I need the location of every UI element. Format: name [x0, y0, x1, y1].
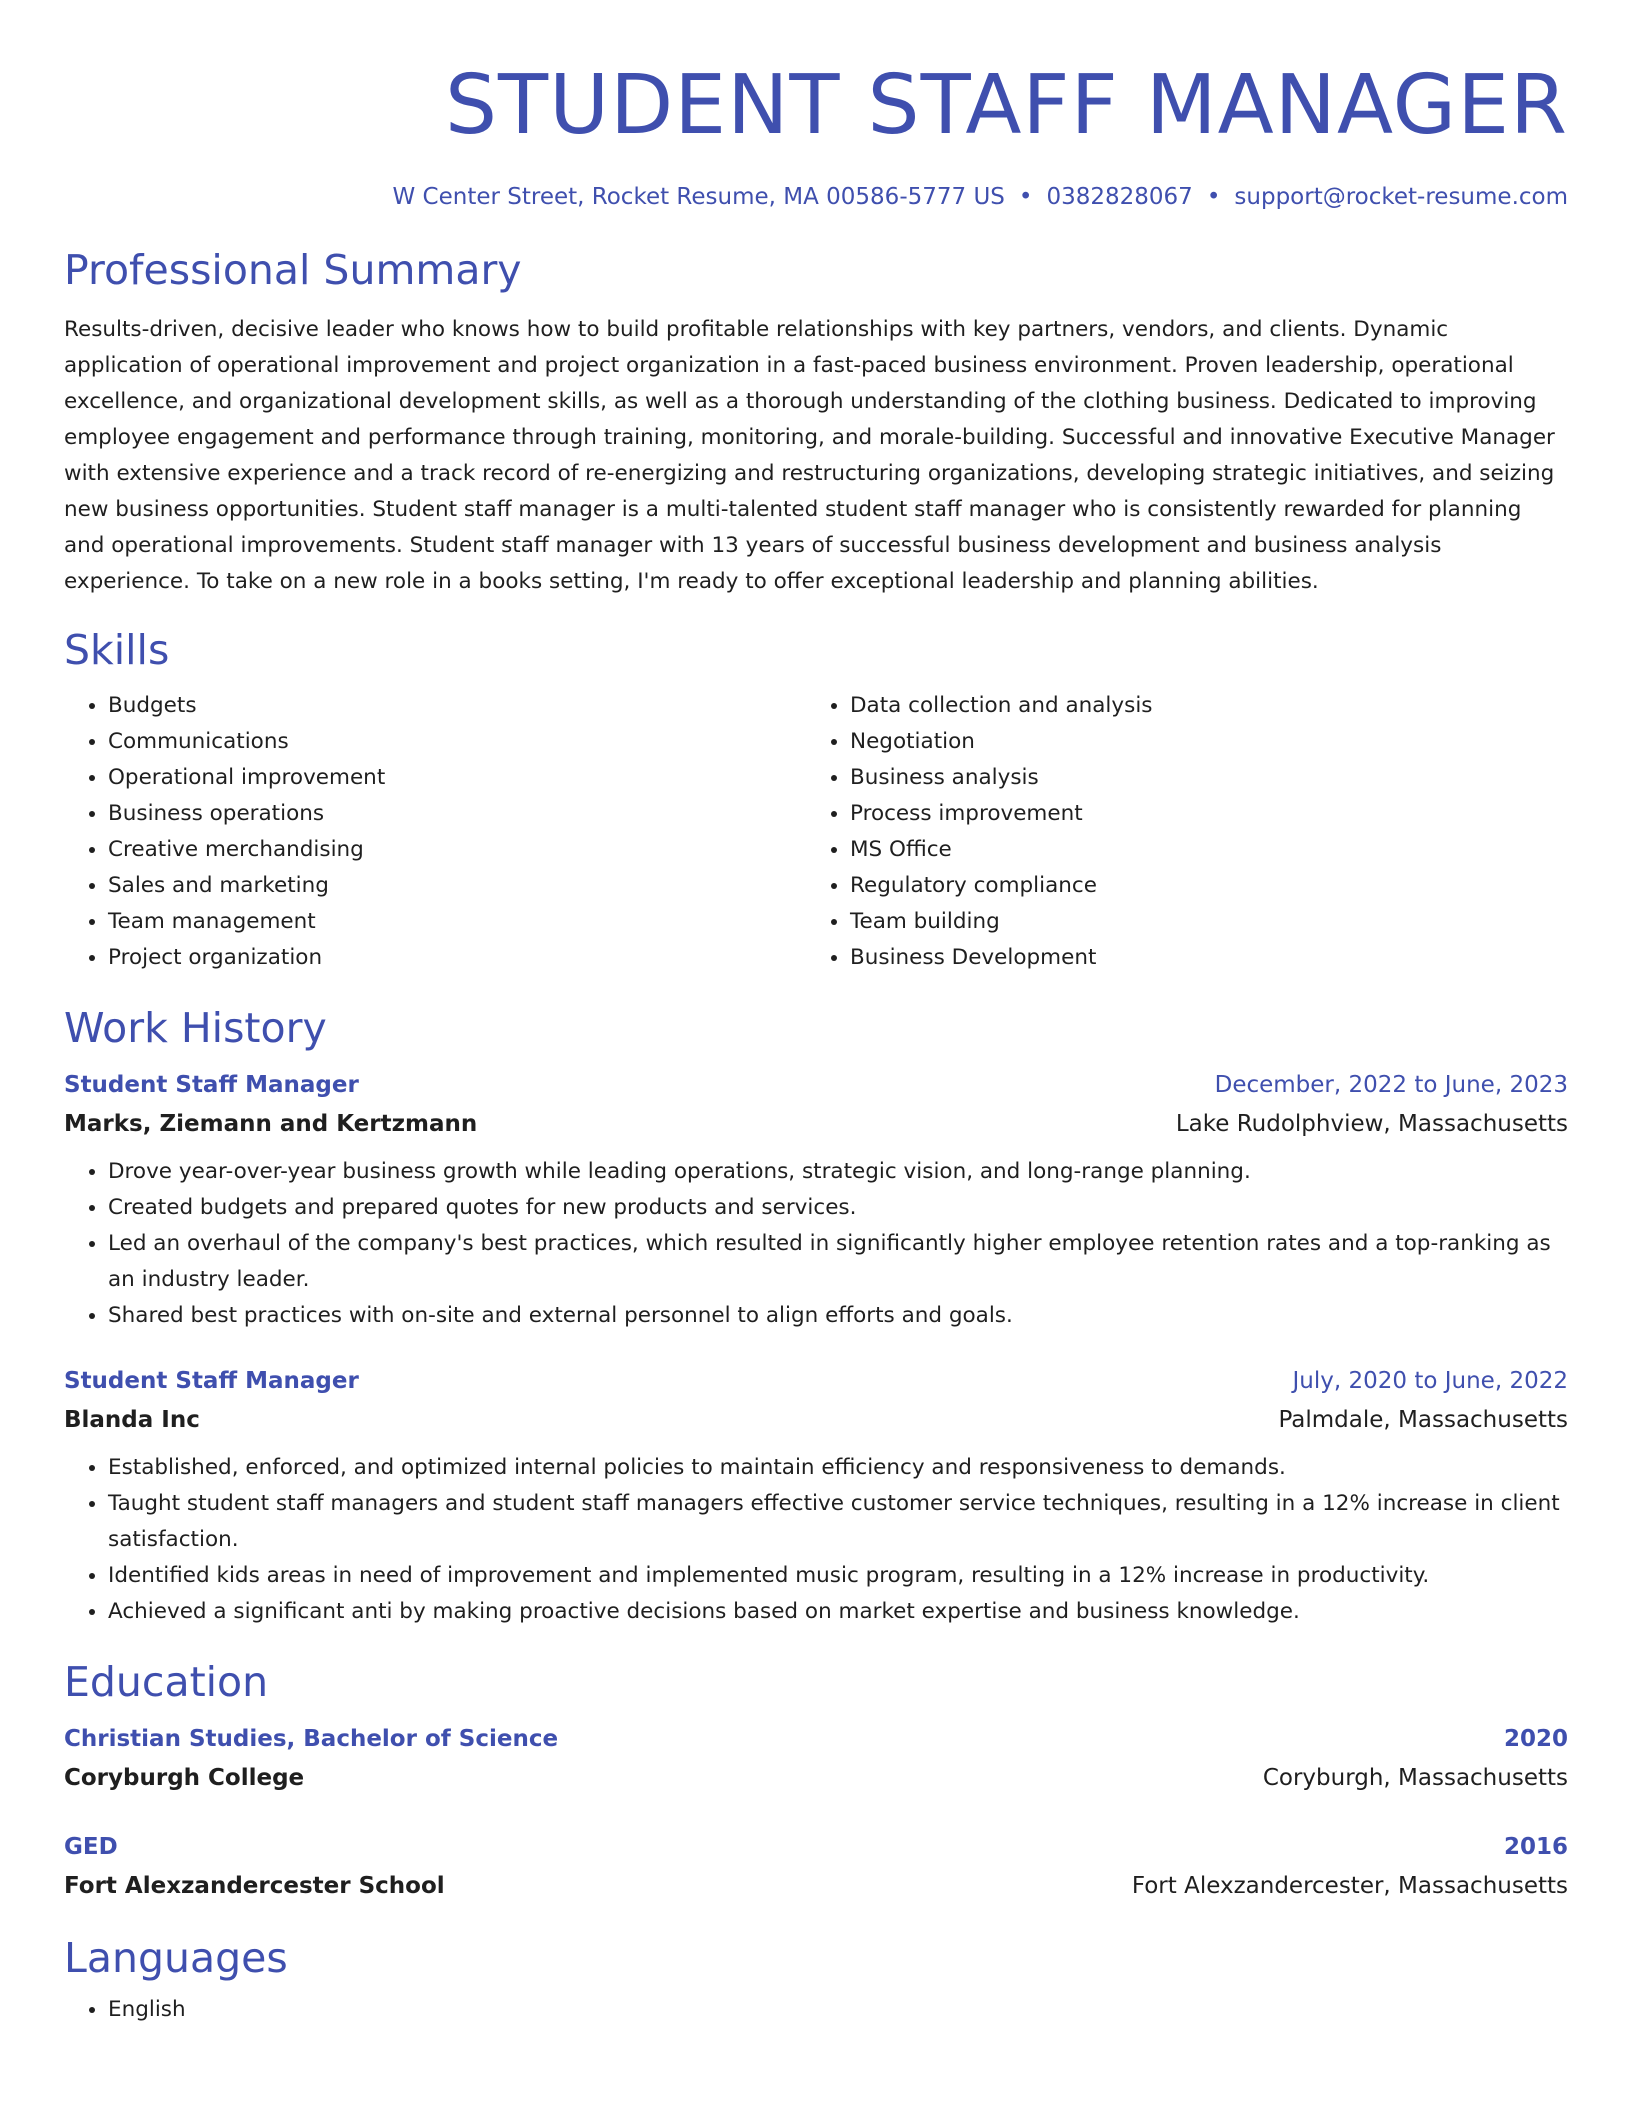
education-year: 2016: [1503, 1834, 1568, 1860]
language-item: • English: [108, 1992, 1568, 2028]
job-entry: [64, 1066, 1568, 1334]
skill-item: • Team building: [850, 904, 1548, 940]
skill-item: • Creative merchandising: [108, 832, 806, 868]
job-location: Palmdale, Massachusetts: [1278, 1407, 1568, 1433]
job-bullet: • Drove year-over-year business growth while leading operations, strategic vision, and long-range planning.: [108, 1154, 1568, 1190]
education-location: Coryburgh, Massachusetts: [1262, 1765, 1568, 1791]
job-entry: [64, 1362, 1568, 1630]
contact-address: W Center Street, Rocket Resume, MA 00586-5777 US: [392, 184, 1005, 210]
skill-item: • Sales and marketing: [108, 868, 806, 904]
job-company: Marks, Ziemann and Kertzmann: [64, 1111, 478, 1137]
job-bullet: • Established, enforced, and optimized internal policies to maintain efficiency and responsiveness to demands.: [108, 1450, 1568, 1486]
education-school-row: [64, 1866, 1568, 1906]
languages-section: [64, 1932, 1568, 2028]
education-header-row: [64, 1828, 1568, 1866]
job-title: Student Staff Manager: [64, 1368, 359, 1394]
job-bullet: • Shared best practices with on-site and external personnel to align efforts and goals.: [108, 1298, 1568, 1334]
education-header-row: [64, 1720, 1568, 1758]
skills-section: [64, 624, 1568, 976]
job-bullet: • Achieved a significant anti by making proactive decisions based on market expertise and business knowledge.: [108, 1594, 1568, 1630]
skills-list-left: [64, 688, 806, 976]
work-section: [64, 1002, 1568, 1630]
skill-item: • Negotiation: [850, 724, 1548, 760]
education-school: Coryburgh College: [64, 1765, 305, 1791]
job-dates: July, 2020 to June, 2022: [1292, 1368, 1568, 1394]
job-bullet: • Created budgets and prepared quotes for new products and services.: [108, 1190, 1568, 1226]
job-location: Lake Rudolphview, Massachusetts: [1175, 1111, 1568, 1137]
skills-list-right: [806, 688, 1548, 976]
job-header-row: [64, 1066, 1568, 1104]
skills-columns: [64, 688, 1568, 976]
skill-item: • MS Office: [850, 832, 1548, 868]
job-header-row: [64, 1362, 1568, 1400]
skill-item: • Business Development: [850, 940, 1548, 976]
skill-item: • Business operations: [108, 796, 806, 832]
summary-section: [64, 244, 1568, 600]
section-title-summary: Professional Summary: [64, 246, 522, 294]
skill-item: • Team management: [108, 904, 806, 940]
skill-item: • Operational improvement: [108, 760, 806, 796]
skill-item: • Budgets: [108, 688, 806, 724]
contact-separator: •: [1206, 184, 1221, 210]
education-degree: GED: [64, 1834, 118, 1860]
skill-item: • Data collection and analysis: [850, 688, 1548, 724]
contact-email[interactable]: support@rocket-resume.com: [1234, 184, 1568, 210]
job-bullet: • Identified kids areas in need of improvement and implemented music program, resulting in a 12% increase in productivity.: [108, 1558, 1568, 1594]
skill-item: • Business analysis: [850, 760, 1548, 796]
job-bullet: • Led an overhaul of the company's best practices, which resulted in significantly higher employee retention rates and a top-ranking as an industry leader.: [108, 1226, 1568, 1298]
section-title-education: Education: [64, 1658, 269, 1706]
skill-item: • Project organization: [108, 940, 806, 976]
job-bullets: [64, 1450, 1568, 1630]
education-degree: Christian Studies, Bachelor of Science: [64, 1726, 559, 1752]
education-entry: [64, 1828, 1568, 1906]
section-title-work: Work History: [64, 1004, 327, 1052]
skill-item: • Communications: [108, 724, 806, 760]
contact-separator: •: [1018, 184, 1033, 210]
contact-line: [64, 182, 1568, 212]
job-bullets: [64, 1154, 1568, 1334]
education-location: Fort Alexzandercester, Massachusetts: [1131, 1873, 1568, 1899]
skill-item: • Process improvement: [850, 796, 1548, 832]
contact-phone: 0382828067: [1046, 184, 1193, 210]
job-company-row: [64, 1400, 1568, 1440]
candidate-name: STUDENT STAFF MANAGER: [444, 58, 1568, 153]
job-dates: December, 2022 to June, 2023: [1214, 1072, 1568, 1098]
section-title-skills: Skills: [64, 626, 170, 674]
summary-text: Results-driven, decisive leader who knows how to build profitable relationships with key partners, vendors, and clients. Dynamic application of operational improvement and project organization in a fast-paced business environment. Proven leadership, operational excellence, and organizational development skills, as well as a thorough understanding of the clothing business. Dedicated to improving employee engagement and performance through training, monitoring, and morale-building. Successful and innovative Executive Manager with extensive experience and a track record of re-energizing and restructuring organizations, developing strategic initiatives, and seizing new business opportunities. Student staff manager is a multi-talented student staff manager who is consistently rewarded for planning and operational improvements. Student staff manager with 13 years of successful business development and business analysis experience. To take on a new role in a books setting, I'm ready to offer exceptional leadership and planning abilities.: [64, 317, 1555, 594]
education-school-row: [64, 1758, 1568, 1798]
languages-list: [64, 1992, 1568, 2028]
job-title: Student Staff Manager: [64, 1072, 359, 1098]
education-school: Fort Alexzandercester School: [64, 1873, 445, 1899]
job-bullet: • Taught student staff managers and student staff managers effective customer service techniques, resulting in a 12% increase in client satisfaction.: [108, 1486, 1568, 1558]
education-entry: [64, 1720, 1568, 1798]
job-company: Blanda Inc: [64, 1407, 200, 1433]
education-section: [64, 1656, 1568, 1906]
education-year: 2020: [1503, 1726, 1568, 1752]
section-title-languages: Languages: [64, 1934, 288, 1982]
skill-item: • Regulatory compliance: [850, 868, 1548, 904]
job-company-row: [64, 1104, 1568, 1144]
